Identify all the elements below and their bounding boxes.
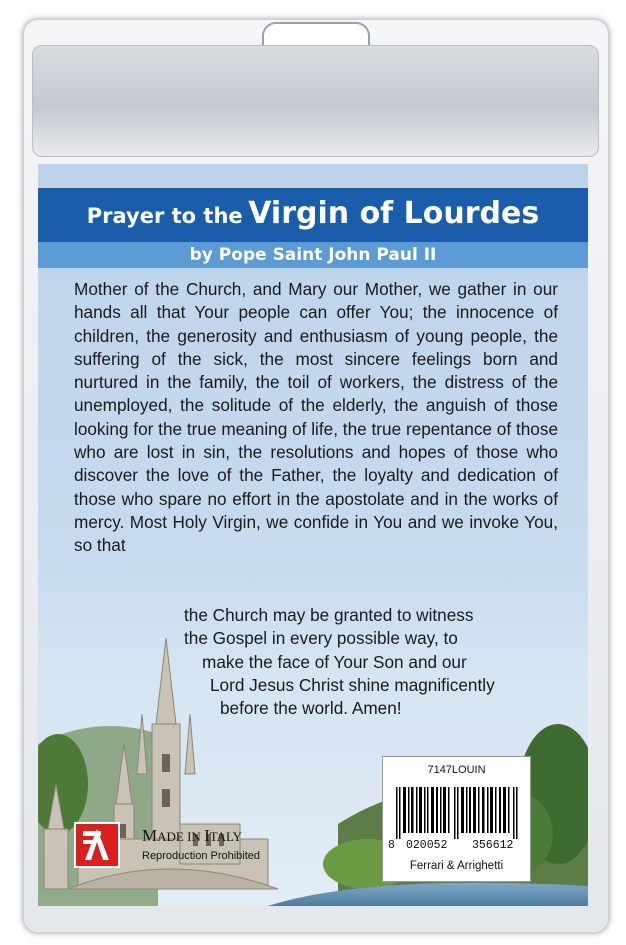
package-header-strip	[32, 45, 599, 157]
hang-hole	[262, 22, 370, 46]
prayer-tail-line: make the face of Your Son and our	[202, 651, 467, 672]
prayer-card	[38, 164, 588, 906]
title-line	[38, 196, 588, 231]
prayer-body: Mother of the Church, and Mary our Mother, we gather in our hands all that Your people can offer You; the innocence of children, the generosity and enthusiasm of young people, the suffering of the sick, the most sincere feelings born and nurtured in the family, the toil of workers, the distress of the unemployed, the solitude of the elderly, the anguish of those looking for the true meaning of life, the true repentance of those who are lost in sin, the resolutions and hopes of those who discover the love of the Father, the loyalty and dedication of those who spare no effort in the apostolate and in the works of mercy. Most Holy Virgin, we confide in You and we invoke You, so that	[74, 279, 558, 556]
prayer-tail-line: before the world. Amen!	[220, 698, 402, 719]
made-in-italy-text	[142, 826, 242, 846]
fa-logo-icon	[74, 822, 120, 868]
barcode-digit-right: 356612	[472, 839, 514, 852]
reproduction-prohibited: Reproduction Prohibited	[142, 850, 261, 862]
made-in-italy-ade: ADE IN	[157, 829, 205, 844]
barcode-digit-first: 8	[388, 839, 395, 852]
prayer-tail	[184, 604, 534, 720]
title-bar	[38, 188, 588, 242]
title-main: Virgin of Lourdes	[248, 196, 540, 231]
prayer-tail-line: the Church may be granted to witness	[184, 605, 474, 625]
barcode-label	[382, 756, 531, 882]
made-in-italy-i: I	[204, 826, 210, 845]
barcode-digit-left: 020052	[406, 839, 448, 852]
manufacturer-name: Ferrari & Arrighetti	[409, 860, 504, 872]
subtitle-bar: by Pope Saint John Paul II	[38, 242, 588, 268]
made-in-italy-m: M	[142, 826, 158, 845]
prayer-tail-line: the Gospel in every possible way, to	[184, 628, 458, 649]
made-in-italy-taly: TALY	[209, 829, 243, 844]
prayer-tail-line: Lord Jesus Christ shine magnificently	[210, 674, 495, 695]
product-code: 7147LOUIN	[427, 764, 486, 776]
barcode-bars	[396, 787, 518, 839]
title-prefix: Prayer to the	[86, 204, 243, 228]
